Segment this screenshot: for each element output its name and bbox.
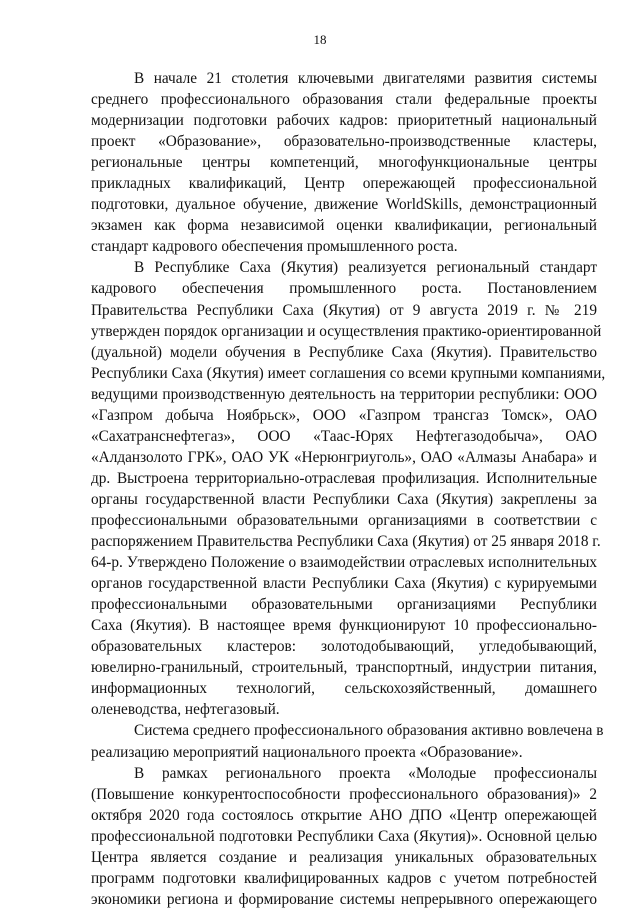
text-line: Саха (Якутия). В настоящее время функционируют 10 профессионально- <box>91 617 597 635</box>
text-line: октября 2020 года состоялось открытие АНО ДПО «Центр опережающей <box>91 806 597 824</box>
text-line: профессиональными образовательными организациями в соответствии с <box>91 511 597 529</box>
text-line: В рамках регионального проекта «Молодые профессионалы <box>134 764 597 782</box>
text-line: среднего профессионального образования стали федеральные проекты <box>91 91 597 109</box>
text-line: подготовки, дуальное обучение, движение WorldSkills, демонстрационный <box>91 196 597 214</box>
text-line: программ подготовки квалифицированных кадров с учетом потребностей <box>91 869 597 887</box>
text-line: образовательных кластеров: золотодобывающий, угледобывающий, <box>91 638 597 656</box>
paragraph <box>91 257 606 720</box>
text-line: экономики региона и формирование системы непрерывного опережающего <box>91 890 597 908</box>
text-line: Правительства Республики Саха (Якутия) от 9 августа 2019 г. № 219 <box>91 301 597 319</box>
text-line: В начале 21 столетия ключевыми двигателями развития системы <box>134 70 597 87</box>
text-line: проект «Образование», образовательно-производственные кластеры, <box>91 133 597 151</box>
text-line: «Газпром добыча Ноябрьск», ООО «Газпром трансгаз Томск», ОАО <box>91 406 597 424</box>
text-line: органов государственной власти Республики Саха (Якутия) с курируемыми <box>91 575 597 593</box>
text-line: 64-р. Утверждено Положение о взаимодействии отраслевых исполнительных <box>91 554 597 572</box>
text-line: др. Выстроена территориально-отраслевая профилизация. Исполнительные <box>91 469 597 487</box>
text-line: оленеводства, нефтегазовый. <box>91 701 280 719</box>
text-line: профессиональной подготовки Республики Саха (Якутия)». Основной целью <box>91 827 597 845</box>
document-body <box>91 68 606 910</box>
text-line: экзамен как форма независимой оценки квалификации, региональный <box>91 217 597 235</box>
text-line: утвержден порядок организации и осуществления практико-ориентированной <box>91 322 602 340</box>
text-line: (дуальной) модели обучения в Республике Саха (Якутия). Правительство <box>91 343 597 361</box>
text-line: ювелирно-гранильный, строительный, транспортный, индустрии питания, <box>91 659 597 677</box>
text-line: Центра является создание и реализация уникальных образовательных <box>91 848 597 866</box>
text-line: Республики Саха (Якутия) имеет соглашения со всеми крупными компаниями, <box>91 364 606 382</box>
text-line: модернизации подготовки рабочих кадров: приоритетный национальный <box>91 112 597 130</box>
text-line: прикладных квалификаций, Центр опережающей профессиональной <box>91 175 597 193</box>
text-line: «Сахатранснефтегаз», ООО «Таас-Юрях Нефтегазодобыча», ОАО <box>91 427 597 445</box>
text-line: (Повышение конкурентоспособности профессионального образования)» 2 <box>91 785 597 803</box>
text-line: распоряжением Правительства Республики Саха (Якутия) от 25 января 2018 г. <box>91 533 601 551</box>
paragraph <box>91 763 597 910</box>
text-line: органы государственной власти Республики Саха (Якутия) закреплены за <box>91 490 597 508</box>
text-line: ведущими производственную деятельность на территории республики: ООО <box>91 385 597 403</box>
text-line: кадрового обеспечения промышленного роста. Постановлением <box>91 280 597 298</box>
text-line: информационных технологий, сельскохозяйственный, домашнего <box>91 680 597 698</box>
page-number: 18 <box>313 32 327 47</box>
text-line: региональные центры компетенций, многофункциональные центры <box>91 154 597 172</box>
text-line: профессиональными образовательными организациями Республики <box>91 596 597 614</box>
text-line: В Республике Саха (Якутия) реализуется региональный стандарт <box>134 259 597 277</box>
text-line: Система среднего профессионального образования активно вовлечена в <box>134 722 604 740</box>
text-line: реализацию мероприятий национального проекта «Образование». <box>91 743 523 761</box>
paragraph <box>91 720 604 762</box>
text-line: стандарт кадрового обеспечения промышленного роста. <box>91 238 458 256</box>
paragraph <box>91 68 597 257</box>
text-line: «Алданзолото ГРК», ОАО УК «Нерюнгриуголь», ОАО «Алмазы Анабара» и <box>91 448 597 466</box>
